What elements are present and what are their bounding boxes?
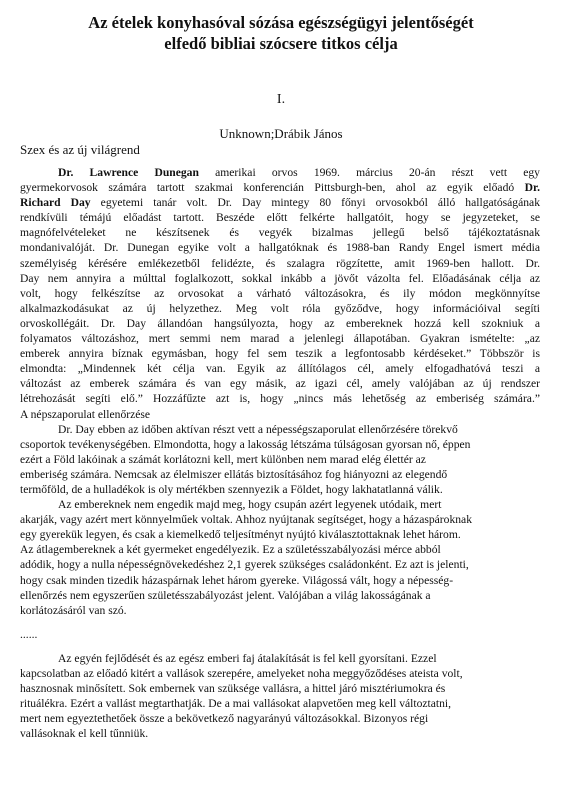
text-line: vallásoknak el kell tűnniük. <box>20 727 149 741</box>
section-heading: A népszaporulat ellenőrzése <box>20 407 151 421</box>
subheading: Szex és az új világrend <box>20 142 140 157</box>
text-line: kapcsolatban az előadó kitért a vallások szerepére, amelyeket noha meggyőződéses ateista volt, <box>20 667 463 680</box>
text-line: emberiség számára. Nemcsak az élelmiszer ellátás biztosításához fog hiányozni az elegendő <box>20 467 448 481</box>
text-line: gyermekorvosok számára tartott szakmai konferencián Pittsburgh-ben, ahol az egyik előadó Dr. <box>20 181 540 195</box>
text-line: korlátozásáról van szó. <box>20 603 127 617</box>
text-line: akarják, vagy azért mert könnyelműek voltak. Ahhoz nyújtanak segítséget, hogy a házaspároknak <box>20 513 473 527</box>
text-line: Az átlagembereknek a két gyermeket engedélyezik. Ez a születésszabályozási mérce abból <box>20 543 441 557</box>
text-line: mondanivalóját. Dr. Dunegan egyike volt a hallgatóknak és 1988-ban Randy Engel ismert média <box>20 241 540 255</box>
text-line: adódik, hogy a nulla népességnövekedéshez 2,1 gyerek szükséges családonként. Ez azt is jelenti, <box>20 558 469 572</box>
text-line: ezért a Föld lakóinak a számát korlátozni kell, mert különben nem marad elég élettér az <box>20 452 426 466</box>
text-line: emberek annyira bíznak egymásban, hogy fel sem teszik a legfontosabb kérdéseket.” Többször is <box>20 347 540 361</box>
text-line: változást az emberek számára és van egy másik, az igazi cél, amely valójában az új rendszer <box>20 377 540 391</box>
text-line: hogy csak minden tizedik házaspárnak lehet három gyereke. Világossá vált, hogy a népesség- <box>20 573 454 587</box>
text-line: csoportok tevékenységében. Elmondotta, hogy a lakosság létszáma túlságosan gyorsan nő, éppen <box>20 437 471 451</box>
paragraph-gap <box>20 618 540 627</box>
text-line: egy gyerekük legyen, és csak a kiemelkedő teljesítményt nyújtó kiválasztottaknak lehet három. <box>20 528 461 542</box>
text-line: Dr. Lawrence Dunegan amerikai orvos 1969. március 20-án részt vett egy <box>58 166 540 179</box>
text-line: rendkívüli témájú előadást tartott. Beszéde előtt felkérte hallgatóit, hogy se jegyzeteket, se <box>20 211 540 225</box>
text-line: elmondta: „Mindennek két célja van. Egyik az állítólagos cél, amely elfogadhatóvá teszi a <box>20 362 540 376</box>
text-line: létrehozását segíti elő.” Hozzáfűzte azt is, hogy „nincs más lehetőség az emberiség számára.” <box>20 392 540 406</box>
title-line-1: Az ételek konyhasóval sózása egészségügyi jelentőségét <box>88 13 474 32</box>
document-title <box>20 12 542 54</box>
text-line: Richard Day egyetemi tanár volt. Dr. Day mintegy 80 főnyi orvosokból álló hallgatóságának <box>20 196 540 210</box>
title-line-2: elfedő bibliai szócsere titkos célja <box>164 34 398 53</box>
text-line: alkalmazkodásukat az új helyzethez. Meg volt róla győződve, hogy információival segíti <box>20 301 540 315</box>
text-line: Dr. Day ebben az időben aktívan részt vett a népességszaporulat ellenőrzésére törekvő <box>58 422 458 436</box>
text-line: folyamatos változáshoz, mert semmi nem marad a jelenlegi állapotában. Gyakran ismételte: „az <box>20 332 540 346</box>
text-line: volt, hogy felkészítse az orvosokat a várható változásokra, és ily módon megkönnyítse <box>20 286 540 300</box>
text-line: személyiség kérésére emlékezetből felidézte, és szalagra rögzítette, amit 1969-ben hallott. Dr. <box>20 256 540 270</box>
text-line: Az embereknek nem engedik majd meg, hogy csupán azért legyenek utódaik, mert <box>58 498 442 512</box>
text-line: magnófelvételeket ne készítsenek és vegyék bizalmas jellegű belső tájékoztatásnak <box>20 226 540 240</box>
text-line: mert nem egyeztethetőek össze a bekövetkező nagyarányú változásokkal. Bizonyos régi <box>20 712 429 726</box>
text-line: Day nem annyira a múlttal foglalkozott, sokkal inkább a jövőt vázolta fel. Előadásának célja az <box>20 271 540 285</box>
text-line: Az egyén fejlődését és az egész emberi faj átalakítását is fel kell gyorsítani. Ezzel <box>58 651 437 665</box>
section-number: I. <box>276 92 286 107</box>
paragraph-gap <box>20 642 540 651</box>
text-line: rituálékra. Ezért a vallást megtarthatják. De a mai vallásokat alapvetően meg kell változtatni, <box>20 697 452 711</box>
author-line: Unknown;Drábik János <box>219 126 343 141</box>
text-line: orvoskollégáit. Dr. Day állandóan hangsúlyozta, hogy az embereknek hozzá kell szokniuk a <box>20 316 540 330</box>
text-line: ...... <box>20 627 38 641</box>
text-line: hasznosnak minősített. Sok embernek van szüksége vallásra, a hittel járó misztériumokra és <box>20 682 446 696</box>
body-text <box>20 165 540 741</box>
text-line: ellenőrzés nem egyszerűen születésszabályozást jelent. Valójában a világ lakosságának a <box>20 588 431 602</box>
text-line: termőföld, de a hulladékok is oly mértékben szennyezik a Földet, hogy lakhatatlanná válik. <box>20 482 443 496</box>
